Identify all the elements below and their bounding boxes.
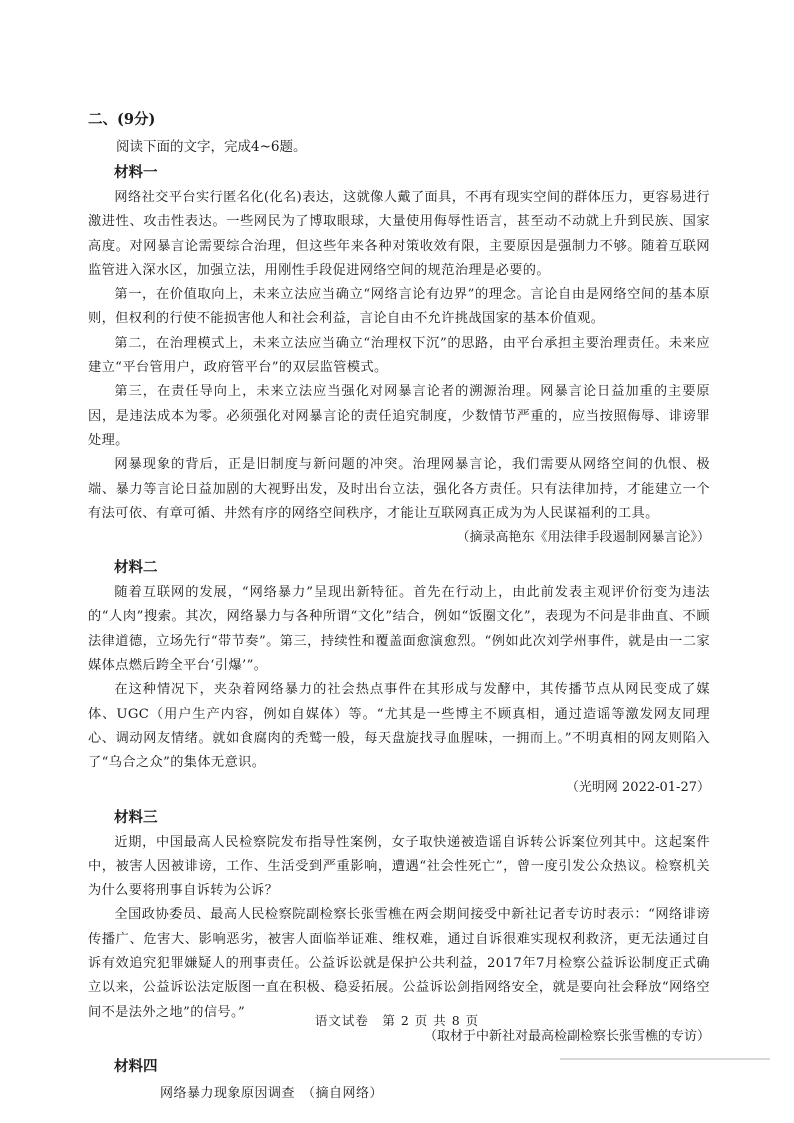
material-4-title: 材料四 <box>114 1057 158 1075</box>
material-1-paragraph: 第二，在治理模式上，未来立法应当确立“治理权下沉”的思路，由平台承担主要治理责任。未来应建立“平台管用户，政府管平台”的双层监管模式。 <box>88 335 710 376</box>
material-3-title: 材料三 <box>114 808 158 826</box>
survey-title: 网络暴力现象原因调查 （摘自网络） <box>160 1085 384 1101</box>
material-3-paragraph: 全国政协委员、最高人民检察院副检察长张雪樵在两会期间接受中新社记者专访时表示：“网络诽谤传播广、危害大、影响恶劣，被害人面临举证难、维权难，通过自诉很难实现权利救济，更无法通过自诉有效追究犯罪嫌疑人的刑事责任。公益诉讼就是保护公共利益，2017年7月检察公益诉讼制度正式确立以来，公益诉讼法定版图一直在积极、稳妥拓展。公益诉讼剑指网络安全，就是要向社会释放“网络空间不是法外之地”的信号。” <box>88 907 710 1020</box>
material-1-paragraph: 第一，在价值取向上，未来立法应当确立“网络言论有边界”的理念。言论自由是网络空间的基本原则，但权利的行使不能损害他人和社会利益，言论自由不允许挑战国家的基本价值观。 <box>88 287 710 327</box>
page-content <box>88 108 710 1101</box>
material-1-source: （摘录高艳东《用法律手段遏制网暴言论》） <box>456 530 710 546</box>
section-title: 二、(9分) <box>88 111 156 128</box>
material-2-source: （光明网 2022-01-27） <box>565 779 710 795</box>
section-instruction: 阅读下面的文字，完成4~6题。 <box>116 139 307 155</box>
material-1-paragraph: 网暴现象的背后，正是旧制度与新问题的冲突。治理网暴言论，我们需要从网络空间的仇恨、极端、暴力等言论日益加剧的大视野出发，及时出台立法，强化各方责任。只有法律加持，才能建立一个有法可依、有章可循、井然有序的网络空间秩序，才能让互联网真正成为为人民谋福利的工具。 <box>88 457 710 521</box>
material-3-source: （取材于中新社对最高检副检察长张雪樵的专访） <box>423 1028 710 1044</box>
scan-edge-divider <box>560 1058 770 1060</box>
material-2-title: 材料二 <box>114 559 158 577</box>
page-footer: 语文试卷 第 2 页 共 8 页 <box>314 1013 480 1028</box>
material-3-paragraph: 近期，中国最高人民检察院发布指导性案例，女子取快递被造谣自诉转公诉案位列其中。这起案件中，被害人因被诽谤，工作、生活受到严重影响，遭遇“社会性死亡”，曾一度引发公众热议。检察机关为什么要将刑事自诉转为公诉？ <box>88 834 710 899</box>
material-1-paragraph: 第三，在责任导向上，未来立法应当强化对网暴言论者的溯源治理。网暴言论日益加重的主要原因，是违法成本为零。必须强化对网暴言论的责任追究制度，少数情节严重的，应当按照侮辱、诽谤罪处理。 <box>88 384 710 448</box>
material-2-paragraph: 随着互联网的发展，“网络暴力”呈现出新特征。首先在行动上，由此前发表主观评价衍变为违法的“人肉”搜索。其次，网络暴力与各种所谓“文化”结合，例如“饭圈文化”，表现为不问是非曲直、不顾法律道德，立场先行“带节奏”。第三，持续性和覆盖面愈演愈烈。“例如此次刘学州事件，就是由一二家媒体点燃后跨全平台‘引爆’”。 <box>88 585 710 674</box>
material-1-paragraph: 网络社交平台实行匿名化(化名)表达，这就像人戴了面具，不再有现实空间的群体压力，更容易进行激进性、攻击性表达。一些网民为了博取眼球，大量使用侮辱性语言，甚至动不动就上升到民族、国家高度。对网暴言论需要综合治理，但这些年来各种对策收效有限，主要原因是强制力不够。随着互联网监管进入深水区，加强立法，用刚性手段促进网络空间的规范治理是必要的。 <box>88 190 710 278</box>
material-1-title: 材料一 <box>114 164 158 181</box>
material-2-paragraph: 在这种情况下，夹杂着网络暴力的社会热点事件在其形成与发酵中，其传播节点从网民变成了媒体、UGC（用户生产内容，例如自媒体）等。“尤其是一些博主不顾真相，通过造谣等激发网友同理心、调动网友情绪。就如食腐肉的秃鹫一般，每天盘旋找寻血腥味，一拥而上。”不明真相的网友则陷入了“乌合之众”的集体无意识。 <box>88 682 710 771</box>
